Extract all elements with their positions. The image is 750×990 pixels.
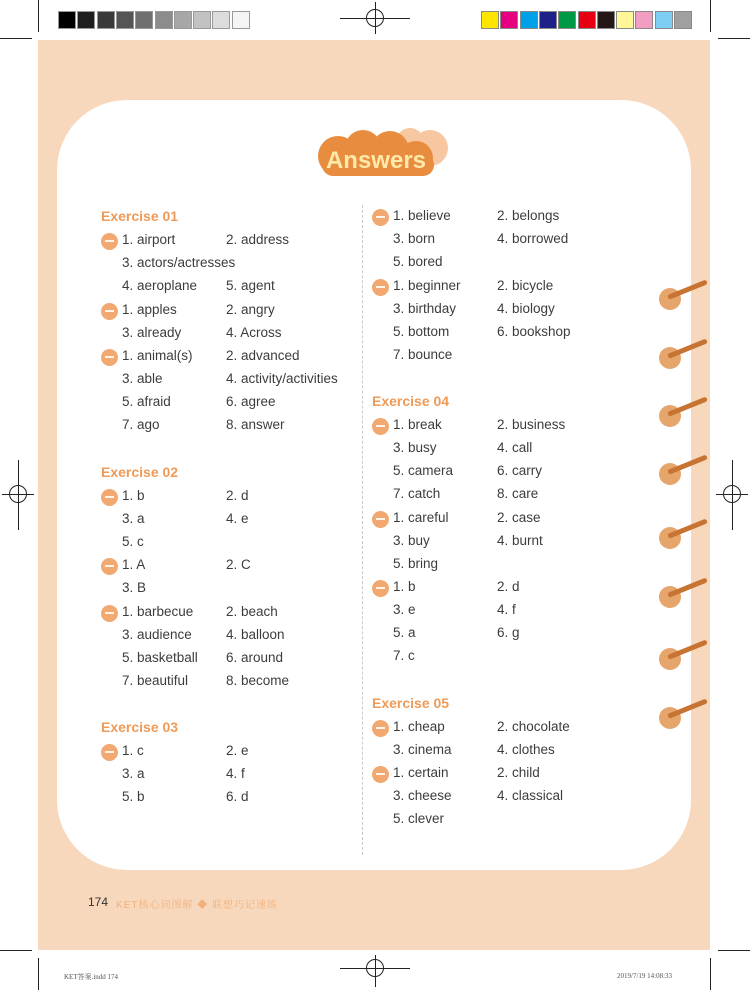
answer-item: 2. bicycle xyxy=(497,277,554,293)
color-swatch xyxy=(500,11,518,29)
crop-line xyxy=(0,950,32,951)
page-title: Answers xyxy=(325,147,427,174)
group-badge xyxy=(372,511,389,528)
answer-item: 1. b xyxy=(393,579,416,594)
answer-item: 1. cheap xyxy=(393,718,445,734)
gray-swatch xyxy=(97,11,115,29)
registration-target xyxy=(366,9,384,27)
answer-item: 6. g xyxy=(497,625,520,640)
column-divider xyxy=(362,205,363,855)
answer-item: 4. f xyxy=(497,602,516,617)
answer-item: 2. angry xyxy=(226,301,275,317)
group-badge xyxy=(372,209,389,226)
answer-item: 3. e xyxy=(393,602,416,617)
answer-item: 7. ago xyxy=(122,417,160,432)
gray-swatch xyxy=(155,11,173,29)
crop-line xyxy=(38,958,39,990)
answer-item: 5. c xyxy=(122,533,144,549)
gray-swatch xyxy=(193,11,211,29)
slug-file: KET答案.indd 174 xyxy=(64,973,119,981)
gray-swatch xyxy=(174,11,192,29)
group-badge xyxy=(101,744,118,761)
exercise-title: Exercise 04 xyxy=(372,393,450,409)
answer-item: 6. carry xyxy=(497,463,543,478)
answer-item: 5. bottom xyxy=(393,323,450,339)
color-swatch xyxy=(539,11,557,29)
color-swatch xyxy=(655,11,673,29)
answer-item: 1. believe xyxy=(393,208,451,223)
color-swatch xyxy=(674,11,692,29)
answer-item: 3. cinema xyxy=(393,741,452,757)
answer-item: 5. agent xyxy=(226,278,275,293)
registration-target xyxy=(366,959,384,977)
answer-item: 1. c xyxy=(122,743,144,758)
footer-title: KET核心词图解 ◆ 联想巧记速练 xyxy=(116,900,279,911)
answer-item: 3. birthday xyxy=(393,300,457,316)
answer-item: 1. apples xyxy=(122,301,177,317)
color-swatch xyxy=(616,11,634,29)
gray-swatch xyxy=(116,11,134,29)
answer-item: 7. catch xyxy=(393,486,441,501)
answer-item: 7. bounce xyxy=(393,346,453,362)
answer-item: 4. clothes xyxy=(497,741,555,757)
answer-item: 5. b xyxy=(122,789,145,804)
answer-item: 2. chocolate xyxy=(497,718,570,734)
answer-item: 4. classical xyxy=(497,788,564,803)
answer-item: 2. child xyxy=(497,765,540,780)
answer-item: 6. agree xyxy=(226,394,276,409)
answer-item: 2. business xyxy=(497,417,566,432)
group-badge xyxy=(101,303,118,320)
answer-item: 1. airport xyxy=(122,232,176,247)
color-swatch xyxy=(597,11,615,29)
group-badge xyxy=(101,233,118,250)
title-cloud xyxy=(308,128,458,180)
answer-item: 6. bookshop xyxy=(497,323,571,339)
group-badge xyxy=(372,580,389,597)
answer-item: 3. buy xyxy=(393,532,430,548)
answer-item: 5. bring xyxy=(393,555,439,571)
answer-item: 1. animal(s) xyxy=(122,348,193,363)
color-swatch xyxy=(520,11,538,29)
exercise-title: Exercise 01 xyxy=(101,208,179,224)
answer-item: 4. Across xyxy=(226,324,282,340)
answer-item: 2. case xyxy=(497,509,541,525)
answer-item: 3. B xyxy=(122,580,147,595)
answer-item: 5. bored xyxy=(393,254,443,269)
slug-timestamp: 2019/7/19 14:08:33 xyxy=(617,972,673,980)
answer-item: 6. d xyxy=(226,789,249,804)
answer-item: 2. advanced xyxy=(226,348,300,363)
crop-line xyxy=(710,0,711,32)
answer-item: 3. cheese xyxy=(393,788,452,803)
answer-item: 3. a xyxy=(122,766,145,781)
answer-item: 4. borrowed xyxy=(497,231,569,246)
answer-item: 4. call xyxy=(497,440,533,455)
color-swatch xyxy=(481,11,499,29)
answer-item: 8. care xyxy=(497,486,539,501)
answer-item: 8. answer xyxy=(226,417,285,432)
page-number: 174 xyxy=(88,895,109,909)
registration-target xyxy=(9,485,27,503)
answer-item: 4. f xyxy=(226,766,245,781)
answer-item: 4. biology xyxy=(497,300,555,316)
answer-item: 5. afraid xyxy=(122,394,171,409)
gray-swatch xyxy=(58,11,76,29)
gray-swatch xyxy=(212,11,230,29)
answer-item: 3. busy xyxy=(393,440,437,455)
answer-item: 1. break xyxy=(393,417,442,432)
answer-item: 3. able xyxy=(122,371,163,386)
answer-item: 2. belongs xyxy=(497,208,560,223)
answer-item: 4. activity/activities xyxy=(226,371,338,386)
crop-line xyxy=(710,958,711,990)
answer-item: 1. beginner xyxy=(393,277,461,293)
crop-line xyxy=(0,38,32,39)
answer-item: 1. b xyxy=(122,487,145,503)
answer-item: 2. e xyxy=(226,743,249,758)
gray-swatch xyxy=(77,11,95,29)
group-badge xyxy=(101,605,118,622)
color-swatch xyxy=(635,11,653,29)
answer-item: 8. become xyxy=(226,672,290,688)
group-badge xyxy=(101,558,118,575)
group-badge xyxy=(101,489,118,506)
answer-item: 2. C xyxy=(226,557,251,572)
color-swatch xyxy=(578,11,596,29)
answer-item: 3. actors/actresses xyxy=(122,255,236,270)
answer-item: 1. barbecue xyxy=(122,603,194,619)
answer-item: 7. c xyxy=(393,648,415,663)
exercise-title: Exercise 05 xyxy=(372,694,450,711)
exercise-title: Exercise 03 xyxy=(101,719,179,735)
answer-item: 2. beach xyxy=(226,603,278,619)
exercise-title: Exercise 02 xyxy=(101,463,179,480)
answer-item: 3. born xyxy=(393,231,436,246)
crop-line xyxy=(718,950,750,951)
group-badge xyxy=(101,349,118,366)
answer-item: 3. audience xyxy=(122,626,192,642)
group-badge xyxy=(372,720,389,737)
answer-item: 4. burnt xyxy=(497,532,543,548)
gray-swatch xyxy=(232,11,250,29)
answer-item: 2. d xyxy=(497,579,520,594)
group-badge xyxy=(372,418,389,435)
answer-item: 3. a xyxy=(122,510,145,526)
answer-item: 5. clever xyxy=(393,811,445,826)
answer-item: 6. around xyxy=(226,649,284,665)
answer-item: 2. address xyxy=(226,232,290,247)
registration-target xyxy=(723,485,741,503)
answer-item: 5. camera xyxy=(393,463,454,478)
answer-item: 7. beautiful xyxy=(122,672,189,688)
color-swatch xyxy=(558,11,576,29)
crop-line xyxy=(718,38,750,39)
answer-item: 4. balloon xyxy=(226,626,285,642)
answer-item: 5. basketball xyxy=(122,649,198,665)
answer-item: 1. certain xyxy=(393,765,449,780)
answer-item: 3. already xyxy=(122,324,182,340)
answer-item: 1. A xyxy=(122,557,146,572)
answer-item: 4. e xyxy=(226,510,249,526)
answer-item: 4. aeroplane xyxy=(122,278,198,293)
group-badge xyxy=(372,279,389,296)
answer-item: 2. d xyxy=(226,487,249,503)
group-badge xyxy=(372,766,389,783)
crop-line xyxy=(38,0,39,32)
answer-item: 1. careful xyxy=(393,509,449,525)
gray-swatch xyxy=(135,11,153,29)
answer-item: 5. a xyxy=(393,625,416,640)
